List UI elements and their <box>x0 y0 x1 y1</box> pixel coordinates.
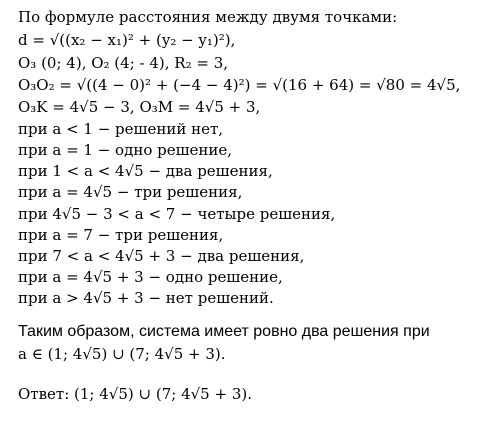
answer-line: Ответ: (1; 4√5) ∪ (7; 4√5 + 3). <box>18 385 252 403</box>
line-case-2: при a = 1 − одно решение, <box>18 141 233 159</box>
line-case-6: при a = 7 − три решения, <box>18 226 224 244</box>
line-case-3: при 1 < a < 4√5 − два решения, <box>18 162 273 180</box>
line-formula: d = √((x₂ − x₁)² + (y₂ − y₁)²), <box>18 31 236 49</box>
line-case-1: при a < 1 − решений нет, <box>18 120 224 138</box>
line-case-7: при 7 < a < 4√5 + 3 − два решения, <box>18 247 305 265</box>
line-case-8: при a = 4√5 + 3 − одно решение, <box>18 268 283 286</box>
line-radii: O₃K = 4√5 − 3, O₃M = 4√5 + 3, <box>18 98 261 116</box>
line-distance: O₃O₂ = √((4 − 0)² + (−4 − 4)²) = √(16 + 64) = √80 = 4√5, <box>18 76 461 94</box>
conclusion-line-1: Таким образом, система имеет ровно два решения при <box>18 323 430 340</box>
line-points: O₃ (0; 4), O₂ (4; - 4), R₂ = 3, <box>18 54 229 72</box>
line-case-4: при a = 4√5 − три решения, <box>18 183 243 201</box>
line-case-5: при 4√5 − 3 < a < 7 − четыре решения, <box>18 205 336 223</box>
conclusion-line-2: a ∈ (1; 4√5) ∪ (7; 4√5 + 3). <box>18 345 226 363</box>
line-case-9: при a > 4√5 + 3 − нет решений. <box>18 289 274 307</box>
line-intro: По формуле расстояния между двумя точками: <box>18 8 398 26</box>
